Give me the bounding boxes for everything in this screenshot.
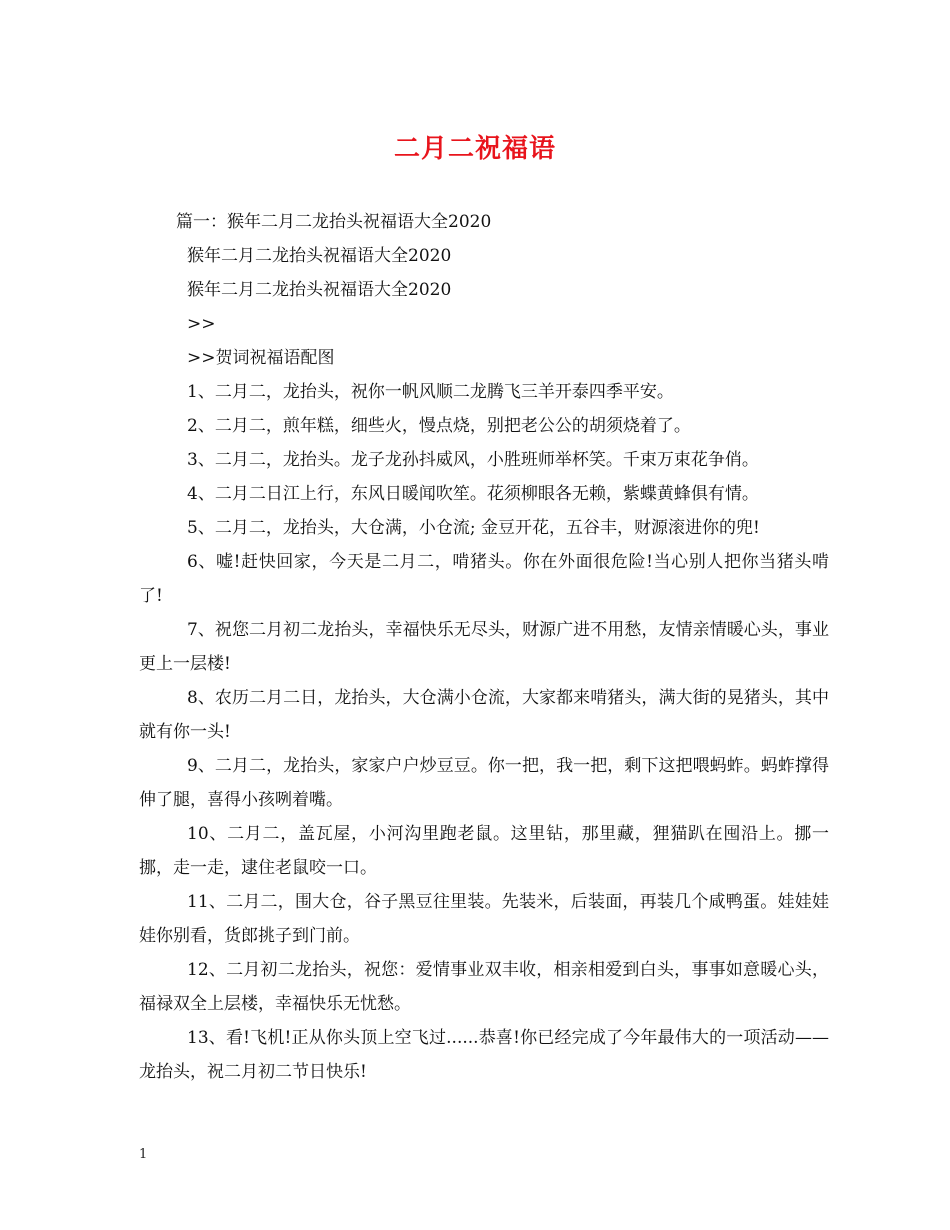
subtitle-line: 猴年二月二龙抬头祝福语大全2020 (187, 280, 452, 300)
list-item: 11、二月二，围大仓，谷子黑豆往里装。先装米，后装面，再装几个咸鸭蛋。娃娃娃娃你别看，货郎挑子到门前。 (139, 892, 829, 946)
page-title: 二月二祝福语 (393, 134, 556, 164)
list-item: 9、二月二，龙抬头，家家户户炒豆豆。你一把，我一把，剩下这把喂蚂蚱。蚂蚱撑得伸了腿，喜得小孩咧着嘴。 (139, 756, 829, 810)
list-item: 13、看!飞机!正从你头顶上空飞过......恭喜!你已经完成了今年最伟大的一项活动——龙抬头，祝二月初二节日快乐! (139, 1028, 829, 1082)
list-item: 5、二月二，龙抬头，大仓满，小仓流; 金豆开花，五谷丰，财源滚进你的兜! (187, 518, 760, 538)
list-item: 8、农历二月二日，龙抬头，大仓满小仓流，大家都来啃猪头，满大街的晃猪头，其中就有你一头! (139, 688, 829, 742)
page-number: 1 (139, 1147, 148, 1162)
list-item: 1、二月二，龙抬头，祝你一帆风顺二龙腾飞三羊开泰四季平安。 (187, 382, 674, 402)
arrow-marker: >> (187, 314, 216, 334)
document-body (139, 205, 829, 1089)
subtitle-line: 猴年二月二龙抬头祝福语大全2020 (187, 246, 452, 266)
list-item: 10、二月二，盖瓦屋，小河沟里跑老鼠。这里钻，那里藏，狸猫趴在囤沿上。挪一挪，走一走，逮住老鼠咬一口。 (139, 824, 829, 878)
list-item: 12、二月初二龙抬头，祝您：爱情事业双丰收，相亲相爱到白头，事事如意暖心头，福禄双全上层楼，幸福快乐无忧愁。 (139, 960, 829, 1014)
list-item: 4、二月二日江上行，东风日暖闻吹笙。花须柳眼各无赖，紫蝶黄蜂俱有情。 (187, 484, 759, 504)
list-item: 2、二月二，煎年糕，细些火，慢点烧，别把老公公的胡须烧着了。 (187, 416, 691, 436)
list-item: 7、祝您二月初二龙抬头，幸福快乐无尽头，财源广进不用愁，友情亲情暖心头，事业更上一层楼! (139, 620, 829, 674)
list-item: 3、二月二，龙抬头。龙子龙孙抖威风，小胜班师举杯笑。千束万束花争俏。 (187, 450, 759, 470)
list-item: 6、嘘!赶快回家，今天是二月二，啃猪头。你在外面很危险!当心别人把你当猪头啃了! (139, 552, 829, 606)
image-caption: >>贺词祝福语配图 (187, 348, 335, 368)
section-header: 篇一：猴年二月二龙抬头祝福语大全2020 (176, 212, 492, 232)
